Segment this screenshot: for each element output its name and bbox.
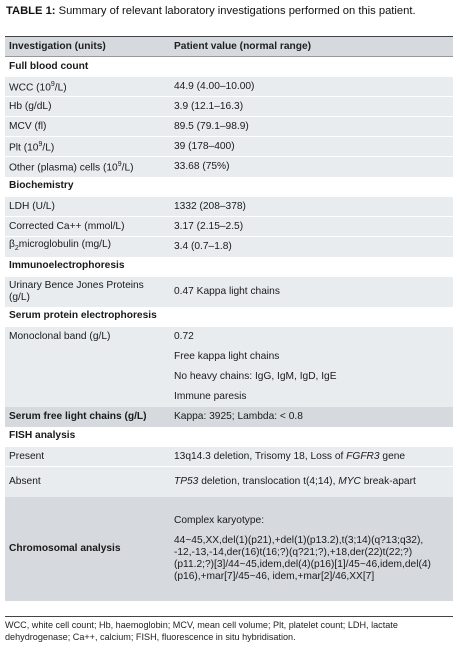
table-row — [5, 197, 453, 217]
table-row — [5, 157, 453, 177]
row-value: 44.9 (4.00–10.00) — [170, 77, 453, 97]
row-label: Present — [5, 447, 170, 467]
table-caption-text: Summary of relevant laboratory investigations performed on this patient. — [55, 5, 416, 17]
row-value: TP53 deletion, translocation t(4;14), MYC break-apart — [170, 467, 453, 497]
karyotype-intro: Complex karyotype: — [174, 514, 265, 526]
section-chromosomal-analysis — [5, 497, 453, 601]
header-patient-value: Patient value (normal range) — [170, 37, 453, 57]
row-value: 33.68 (75%) — [170, 157, 453, 177]
row-value: 89.5 (79.1–98.9) — [170, 117, 453, 137]
header-investigation: Investigation (units) — [5, 37, 170, 57]
row-label: LDH (U/L) — [5, 197, 170, 217]
table-row — [5, 367, 453, 387]
table-label: TABLE 1: — [6, 5, 56, 17]
table-row — [5, 97, 453, 117]
section-biochemistry — [5, 177, 453, 197]
table-row — [5, 347, 453, 367]
row-label: Corrected Ca++ (mmol/L) — [5, 217, 170, 237]
table-row — [5, 327, 453, 347]
table-row — [5, 137, 453, 157]
row-label: Hb (g/dL) — [5, 97, 170, 117]
section-full-blood-count — [5, 57, 453, 77]
row-value: Immune paresis — [170, 387, 453, 407]
table-header-row — [5, 37, 453, 57]
row-label: Other (plasma) cells $(10^9/L)$ — [5, 157, 170, 177]
section-title: Serum free light chains (g/L) — [9, 410, 147, 422]
row-label — [5, 367, 170, 387]
section-serum-free-light-chains — [5, 407, 453, 427]
row-value: 3.4 (0.7–1.8) — [170, 237, 453, 257]
row-label — [5, 347, 170, 367]
row-label: MCV (fl) — [5, 117, 170, 137]
lab-investigations-table — [5, 36, 453, 601]
row-label: Plt $(10^9/L)$ — [5, 137, 170, 157]
table-row — [5, 467, 453, 497]
row-value: 3.17 (2.15–2.5) — [170, 217, 453, 237]
table-row — [5, 217, 453, 237]
table-row — [5, 237, 453, 257]
row-label: Absent — [5, 467, 170, 497]
row-value: Kappa: 3925; Lambda: < 0.8 — [174, 410, 303, 422]
row-value: No heavy chains: IgG, IgM, IgD, IgE — [170, 367, 453, 387]
row-value: 3.9 (12.1–16.3) — [170, 97, 453, 117]
section-title: Biochemistry — [9, 180, 74, 192]
row-label: WCC $(10^9/L)$ — [5, 77, 170, 97]
section-title: Chromosomal analysis — [9, 542, 121, 554]
table-row — [5, 117, 453, 137]
row-label: $\beta_2microglobulin$ (mg/L) — [5, 237, 170, 257]
row-label: Monoclonal band (g/L) — [5, 327, 170, 347]
karyotype-text: 44~45,XX,del(1)(p21),+del(1)(p13.2),t(3;14)(q?13;q32), -12,-13,-14,der(16)t(16;?)(q?21;?),+18,der(22)t(22;?)(p11.2;?)[3]/44~45,idem,del(4)(p16)[1]/45~46,idem,del(4)(p16),+mar[7]/45~46, idem,+mar[2]/46,XX[7] — [174, 534, 431, 582]
row-label: Urinary Bence Jones Proteins (g/L) — [5, 277, 170, 307]
row-value: 13q14.3 deletion, Trisomy 18, Loss of FGFR3 gene — [170, 447, 453, 467]
section-title: Full blood count — [9, 60, 89, 72]
row-value: 39 (178–400) — [170, 137, 453, 157]
row-value — [170, 497, 453, 601]
table-row — [5, 447, 453, 467]
table-caption — [6, 4, 452, 18]
table-row — [5, 277, 453, 307]
row-value: Free kappa light chains — [170, 347, 453, 367]
section-serum-protein-electrophoresis — [5, 307, 453, 327]
section-title: FISH analysis — [9, 430, 76, 442]
section-title: Immunoelectrophoresis — [9, 260, 125, 272]
table-row — [5, 77, 453, 97]
table-row — [5, 387, 453, 407]
row-label — [5, 387, 170, 407]
section-immunoelectrophoresis — [5, 257, 453, 277]
row-value: 1332 (208–378) — [170, 197, 453, 217]
table-footnote: WCC, white cell count; Hb, haemoglobin; MCV, mean cell volume; Plt, platelet count; LDH, lactate dehydrogenase; Ca++, calcium; FISH, fluorescence in situ hybridisation. — [5, 616, 453, 643]
row-value: 0.47 Kappa light chains — [170, 277, 453, 307]
section-fish-analysis — [5, 427, 453, 447]
row-value: 0.72 — [170, 327, 453, 347]
section-title: Serum protein electrophoresis — [9, 310, 157, 322]
